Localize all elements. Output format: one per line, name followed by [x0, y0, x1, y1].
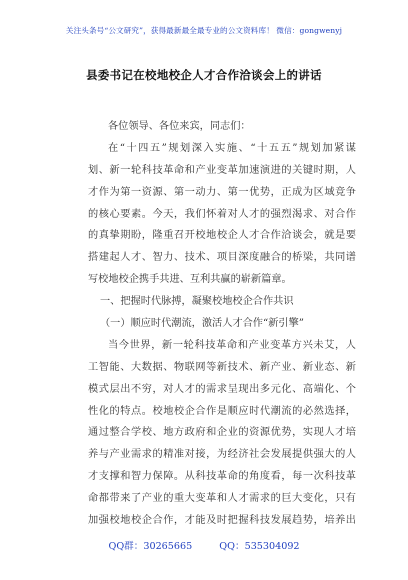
paragraph-line: 的核心要素。今天，我们怀着对人才的强烈渴求、对合作 — [88, 208, 356, 220]
intro-paragraph — [88, 138, 356, 291]
header-banner: 关注头条号“公文研究”，获得最新最全最专业的公文资料库！ 微信：gongwenyj — [65, 26, 343, 35]
page-title: 县委书记在校地校企人才合作洽谈会上的讲话 — [86, 68, 322, 82]
paragraph-line: 加强校地校企合作，才能及时把握科技发展趋势，培养出 — [88, 515, 356, 527]
section-heading: 一、把握时代脉搏，凝聚校地校企合作共识 — [100, 296, 294, 308]
paragraph-line: 划、新一轮科技革命和产业变革加速演进的关键时期，人 — [88, 164, 356, 176]
subsection-heading: （一）顺应时代潮流，激活人才合作“新引擎” — [100, 318, 304, 330]
paragraph-line: 写校地校企携手共进、互利共赢的崭新篇章。 — [88, 274, 292, 286]
qq-number: QQ：535304092 — [219, 541, 300, 552]
paragraph-line: 才作为第一资源、第一动力、第一优势，正成为区域竞争 — [88, 186, 356, 198]
qq-group-number: QQ群：30265665 — [108, 541, 193, 552]
paragraph-line: 通过整合学校、地方政府和企业的资源优势，实现人才培 — [88, 427, 356, 439]
paragraph-line: 在“十四五”规划深入实施、“十五五”规划加紧谋 — [108, 142, 356, 154]
paragraph-line: 搭建起人才、智力、技术、项目深度融合的桥梁，共同谱 — [88, 252, 356, 264]
paragraph-line: 养与产业需求的精准对接，为经济社会发展提供强大的人 — [88, 449, 356, 461]
paragraph-line: 命都带来了产业的重大变革和人才需求的巨大变化，只有 — [88, 493, 356, 505]
paragraph-line: 模式层出不穷，对人才的需求呈现出多元化、高端化、个 — [88, 383, 356, 395]
paragraph-line: 的真挚期盼，隆重召开校地校企人才合作洽谈会，就是要 — [88, 230, 356, 242]
document-body — [88, 116, 356, 532]
footer-contacts — [0, 538, 408, 552]
paragraph-line: 才支撑和智力保障。从科技革命的角度看，每一次科技革 — [88, 471, 356, 483]
paragraph-line: 工智能、大数据、物联网等新技术、新产业、新业态、新 — [88, 361, 356, 373]
salutation: 各位领导、各位来宾，同志们： — [108, 121, 251, 132]
body-paragraph — [88, 335, 356, 532]
paragraph-line: 性化的特点。校地校企合作是顺应时代潮流的必然选择， — [88, 405, 356, 417]
paragraph-line: 当今世界，新一轮科技革命和产业变革方兴未艾，人 — [108, 339, 356, 351]
